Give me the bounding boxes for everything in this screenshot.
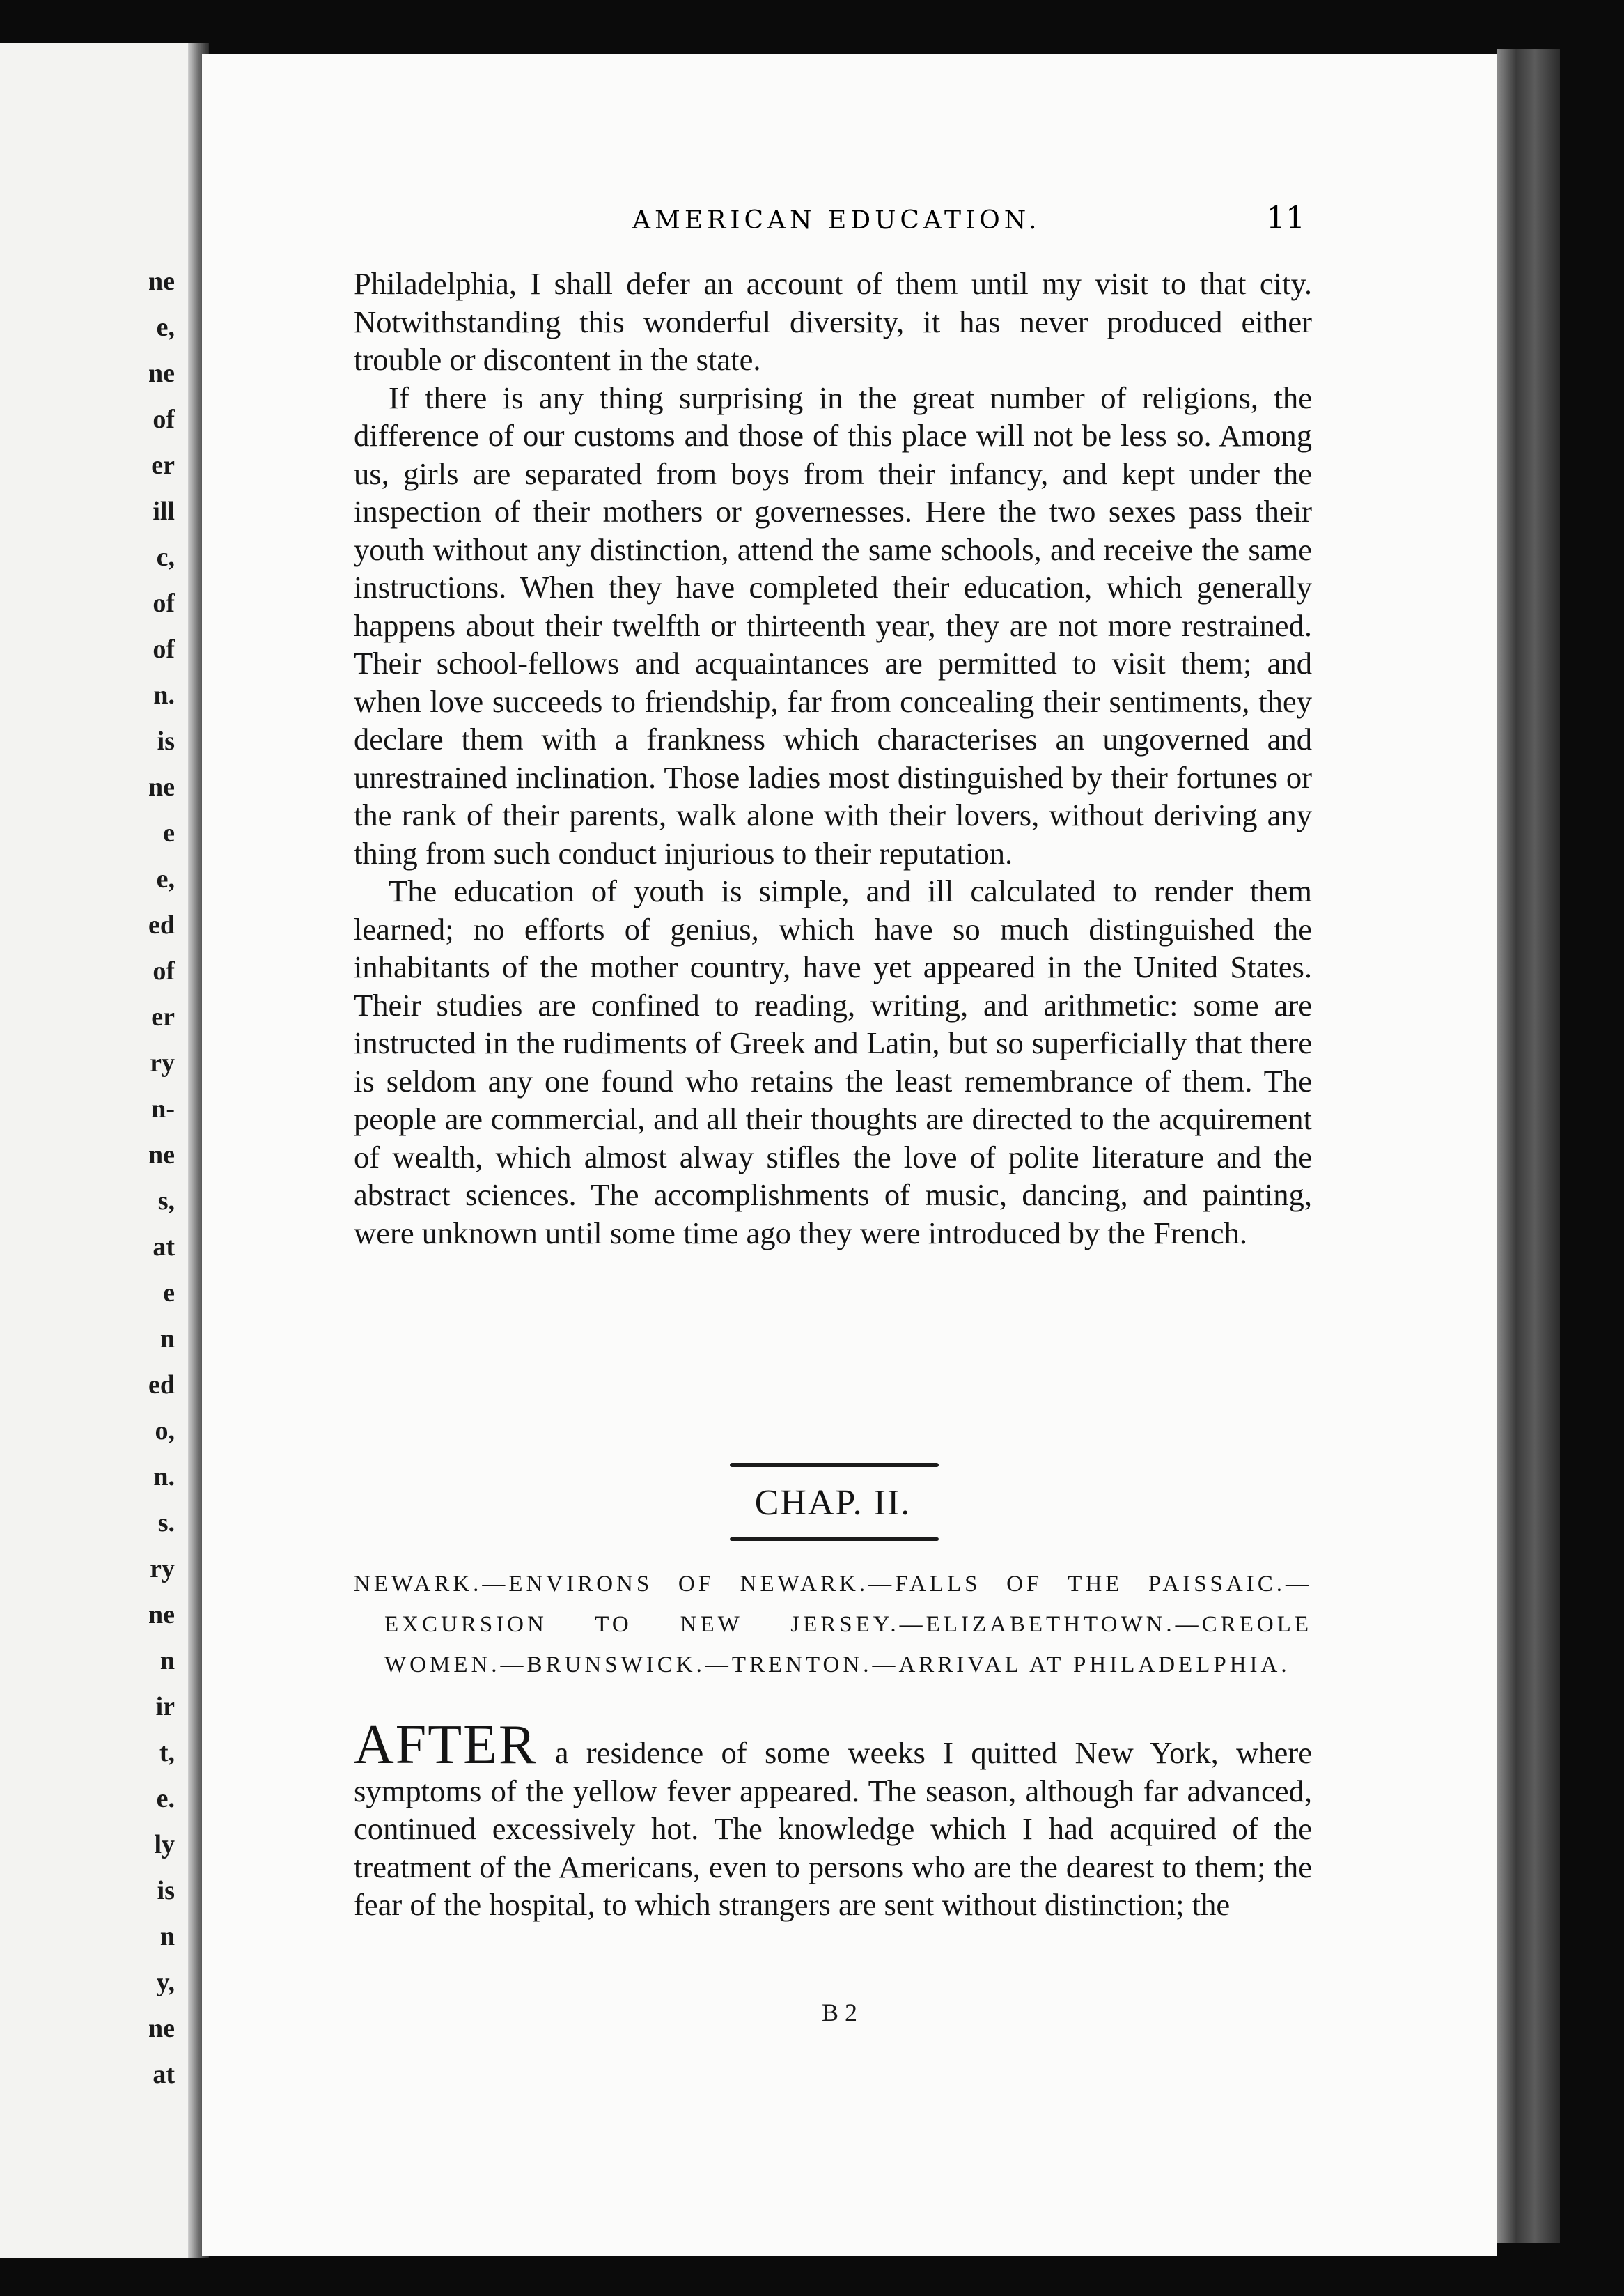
left-margin-fragment: y,	[156, 1968, 175, 1997]
left-margin-fragment: ne	[148, 1140, 175, 1170]
left-margin-fragment: n.	[153, 681, 175, 710]
left-margin-fragment: er	[151, 451, 175, 480]
left-margin-fragment: of	[153, 635, 175, 664]
left-margin-fragment: ed	[148, 1370, 175, 1399]
left-margin-fragment: ne	[148, 359, 175, 388]
left-margin-fragment: n	[159, 1646, 175, 1675]
left-page-cut-text	[0, 43, 192, 2258]
left-margin-fragment: of	[153, 405, 175, 434]
chapter-rule-top	[730, 1463, 939, 1467]
left-margin-fragment: ne	[148, 2014, 175, 2043]
left-margin-fragment: ry	[150, 1048, 175, 1078]
left-margin-fragment: o,	[155, 1416, 175, 1445]
left-margin-fragment: e,	[156, 313, 175, 342]
left-margin-fragment: n	[159, 1922, 175, 1951]
left-margin-fragment: at	[153, 2060, 175, 2089]
paragraph: The education of youth is simple, and ill calculated to render them learned; no efforts of genius, which have so much distinguished the inhabitants of the mother country, have yet appeared in the United States. Their studies are confined to reading, writing, and arithmetic: some are instructed in the rudiments of Greek and Latin, but so superficially that there is seldom any one found who retains the least remembrance of them. The people are commercial, and all their thoughts are directed to the acquirement of wealth, which almost alway stifles the love of polite literature and the abstract sciences. The accomplishments of music, dancing, and painting, were unknown until some time ago they were introduced by the French.	[354, 874, 1312, 1250]
page-edge	[1497, 49, 1560, 2243]
left-margin-fragment: ed	[148, 910, 175, 940]
signature-mark: B 2	[822, 1999, 858, 2026]
left-margin-fragment: is	[157, 1876, 175, 1905]
left-margin-fragment: ry	[150, 1554, 175, 1583]
left-margin-fragment: s,	[157, 1186, 175, 1216]
left-margin-fragment: is	[157, 727, 175, 756]
chapter-rule-bottom	[730, 1537, 939, 1541]
body-text	[354, 265, 1312, 1252]
chapter-summary: NEWARK.—ENVIRONS OF NEWARK.—FALLS OF THE PAISSAIC.—EXCURSION TO NEW JERSEY.—ELIZABETHTOWN.—CREOLE WOMEN.—BRUNSWICK.—TRENTON.—ARRIVAL AT PHILADELPHIA.	[354, 1572, 1312, 1677]
paragraph: If there is any thing surprising in the great number of religions, the difference of our customs and those of this place will not be less so. Among us, girls are separated from boys from their infancy, and kept under the inspection of their mothers or governesses. Here the two sexes pass their youth without any distinction, attend the same schools, and receive the same instructions. When they have completed their education, which generally happens about their twelfth or thirteenth year, they are not more restrained. Their school-fellows and acquaintances are permitted to visit them; and when love succeeds to friendship, far from concealing their sentiments, they declare them with a frankness which characterises an ungoverned and unrestrained inclination. Those ladies most distinguished by their fortunes or the rank of their parents, walk alone with their lovers, without deriving any thing from such conduct injurious to their reputation.	[354, 380, 1312, 871]
left-margin-fragment: ne	[148, 1600, 175, 1629]
chapter-text-body: a residence of some weeks I quitted New York, where symptoms of the yellow fever appeared. The season, although far advanced, continued excessively hot. The knowledge which I had acquired of the treatment of the Americans, even to persons who are the dearest to them; the fear of the hospital, to which strangers are sent without distinction; the	[354, 1735, 1312, 1922]
left-margin-fragment: n	[159, 1324, 175, 1353]
left-margin-fragment: ly	[154, 1830, 175, 1859]
running-title: AMERICAN EDUCATION.	[632, 206, 1041, 235]
paragraph: Philadelphia, I shall defer an account of them until my visit to that city. Notwithstanding this wonderful diversity, it has never produced either trouble or discontent in the state.	[354, 266, 1312, 377]
left-margin-fragment: of	[153, 589, 175, 618]
left-margin-fragment: n-	[151, 1094, 175, 1124]
left-margin-fragment: e	[163, 819, 175, 848]
drop-word: AFTER	[354, 1714, 538, 1776]
chapter-heading: CHAP. II.	[754, 1483, 912, 1523]
left-margin-fragment: ne	[148, 773, 175, 802]
left-margin-fragment: t,	[159, 1738, 175, 1767]
left-margin-fragment: c,	[156, 543, 175, 572]
left-margin-fragment: e,	[156, 864, 175, 894]
left-margin-fragment: of	[153, 956, 175, 986]
page-number: 11	[1266, 201, 1305, 236]
left-margin-fragment: ne	[148, 267, 175, 296]
left-margin-fragment: at	[153, 1232, 175, 1262]
left-margin-fragment: e.	[156, 1784, 175, 1813]
left-margin-fragment: ill	[153, 497, 175, 526]
chapter-text	[354, 1714, 1312, 1924]
left-margin-fragment: s.	[157, 1508, 175, 1537]
left-facing-page	[0, 43, 202, 2258]
left-margin-fragment: n.	[153, 1462, 175, 1491]
left-margin-fragment: ir	[155, 1692, 175, 1721]
running-head	[354, 201, 1312, 248]
left-margin-fragment: er	[151, 1002, 175, 1032]
left-margin-fragment: e	[163, 1278, 175, 1308]
